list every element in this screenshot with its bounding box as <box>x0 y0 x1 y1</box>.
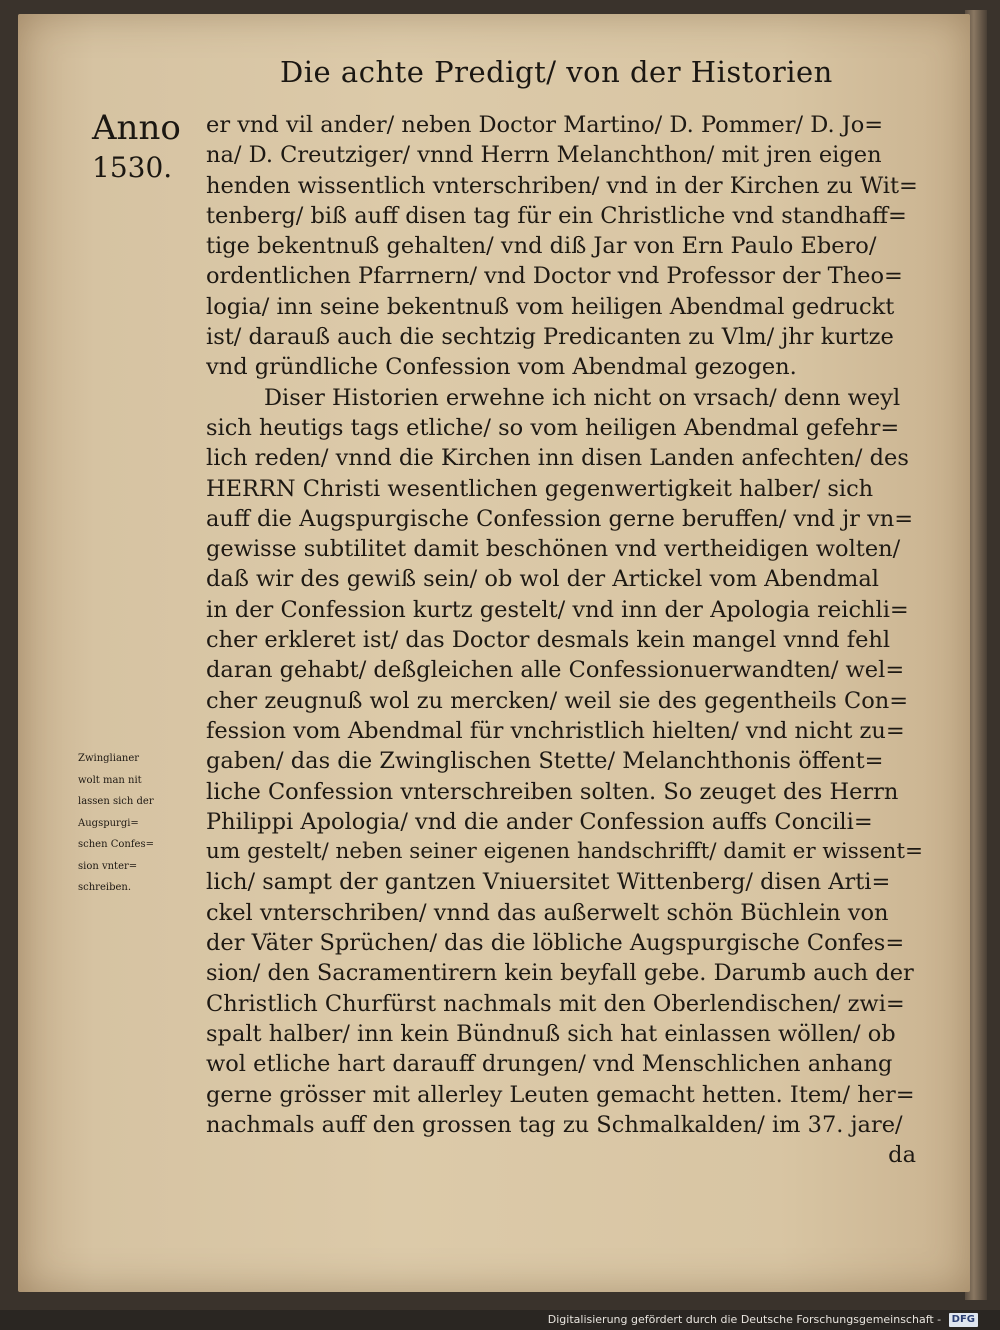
text-line: er vnd vil ander/ neben Doctor Martino/ D. Pommer/ D. Jo= <box>206 112 884 138</box>
text-line: tenberg/ biß auff disen tag für ein Christliche vnd standhaff= <box>206 202 907 229</box>
text-line: henden wissentlich vnterschriben/ vnd in der Kirchen zu Wit= <box>206 172 918 199</box>
marginal-anno <box>92 108 187 188</box>
text-line: fession vom Abendmal für vnchristlich hielten/ vnd nicht zu= <box>206 717 905 744</box>
text-line: vnd gründliche Confession vom Abendmal gezogen. <box>206 354 797 381</box>
marginal-note <box>78 748 208 899</box>
marginal-note-line: wolt man nit <box>78 774 142 786</box>
text-line: cher erkleret ist/ das Doctor desmals kein mangel vnnd fehl <box>206 627 891 654</box>
marginal-note-line: schen Confes= <box>78 839 154 850</box>
marginal-note-line: Augspurgi= <box>78 817 139 829</box>
text-line: in der Confession kurtz gestelt/ vnd inn der Apologia reichli= <box>206 596 909 623</box>
text-line: der Väter Sprüchen/ das die löbliche Augspurgische Confes= <box>206 930 905 957</box>
text-line: gaben/ das die Zwinglischen Stette/ Melanchthonis öffent= <box>206 748 884 775</box>
text-line: tige bekentnuß gehalten/ vnd diß Jar von Ern Paulo Ebero/ <box>206 233 877 260</box>
catchword: da <box>888 1142 916 1169</box>
text-line: nachmals auff den grossen tag zu Schmalkalden/ im 37. jare/ <box>206 1111 903 1138</box>
text-line: sich heutigs tags etliche/ so vom heiligen Abendmal gefehr= <box>206 414 900 441</box>
digitization-footer <box>548 1310 978 1330</box>
text-line: ckel vnterschriben/ vnnd das außerwelt schön Büchlein von <box>206 899 889 926</box>
text-line: ordentlichen Pfarrnern/ vnd Doctor vnd Professor der Theo= <box>206 263 903 290</box>
text-line: na/ D. Creutziger/ vnnd Herrn Melanchthon/ mit jren eigen <box>206 142 882 169</box>
text-line: gerne grösser mit allerley Leuten gemacht hetten. Item/ her= <box>206 1081 915 1108</box>
text-line: daß wir des gewiß sein/ ob wol der Artickel vom Abendmal <box>206 566 879 593</box>
running-head: Die achte Predigt/ von der Historien <box>280 55 833 89</box>
text-line: lich reden/ vnnd die Kirchen inn disen Landen anfechten/ des <box>206 445 909 472</box>
text-line: cher zeugnuß wol zu mercken/ weil sie des gegentheils Con= <box>206 687 909 714</box>
text-line: Diser Historien erwehne ich nicht on vrsach/ denn weyl <box>264 384 901 411</box>
text-line: um gestelt/ neben seiner eigenen handschrifft/ damit er wissent= <box>206 839 924 865</box>
marginal-note-line: schreiben. <box>78 882 132 893</box>
text-line: logia/ inn seine bekentnuß vom heiligen Abendmal gedruckt <box>206 293 895 320</box>
dfg-logo: DFG <box>949 1313 978 1327</box>
text-line: auff die Augspurgische Confession gerne beruffen/ vnd jr vn= <box>206 505 914 532</box>
text-line: daran gehabt/ deßgleichen alle Confessionuerwandten/ wel= <box>206 657 905 684</box>
footer-text: Digitalisierung gefördert durch die Deutsche Forschungsgemeinschaft - <box>547 1313 942 1326</box>
text-line: Christlich Churfürst nachmals mit den Oberlendischen/ zwi= <box>206 990 905 1017</box>
text-line: wol etliche hart darauff drungen/ vnd Menschlichen anhang <box>206 1051 893 1078</box>
body-text <box>206 110 926 1170</box>
marginal-note-line: lassen sich der <box>78 796 154 807</box>
text-line: sion/ den Sacramentirern kein beyfall gebe. Darumb auch der <box>206 960 914 987</box>
text-line: gewisse subtilitet damit beschönen vnd vertheidigen wolten/ <box>206 536 901 563</box>
text-line: Philippi Apologia/ vnd die ander Confession auffs Concili= <box>206 808 873 835</box>
marginal-note-line: Zwinglianer <box>78 753 140 764</box>
text-line: spalt halber/ inn kein Bündnuß sich hat einlassen wöllen/ ob <box>206 1020 896 1047</box>
text-line: liche Confession vnterschreiben solten. So zeuget des Herrn <box>206 778 899 805</box>
text-line: HERRN Christi wesentlichen gegenwertigkeit halber/ sich <box>206 475 874 502</box>
marginal-note-line: sion vnter= <box>78 860 138 872</box>
anno-year: 1530. <box>92 151 173 184</box>
anno-label: Anno <box>92 108 181 148</box>
text-line: ist/ darauß auch die sechtzig Predicanten zu Vlm/ jhr kurtze <box>206 324 894 351</box>
text-line: lich/ sampt der gantzen Vniuersitet Wittenberg/ disen Arti= <box>206 869 891 896</box>
